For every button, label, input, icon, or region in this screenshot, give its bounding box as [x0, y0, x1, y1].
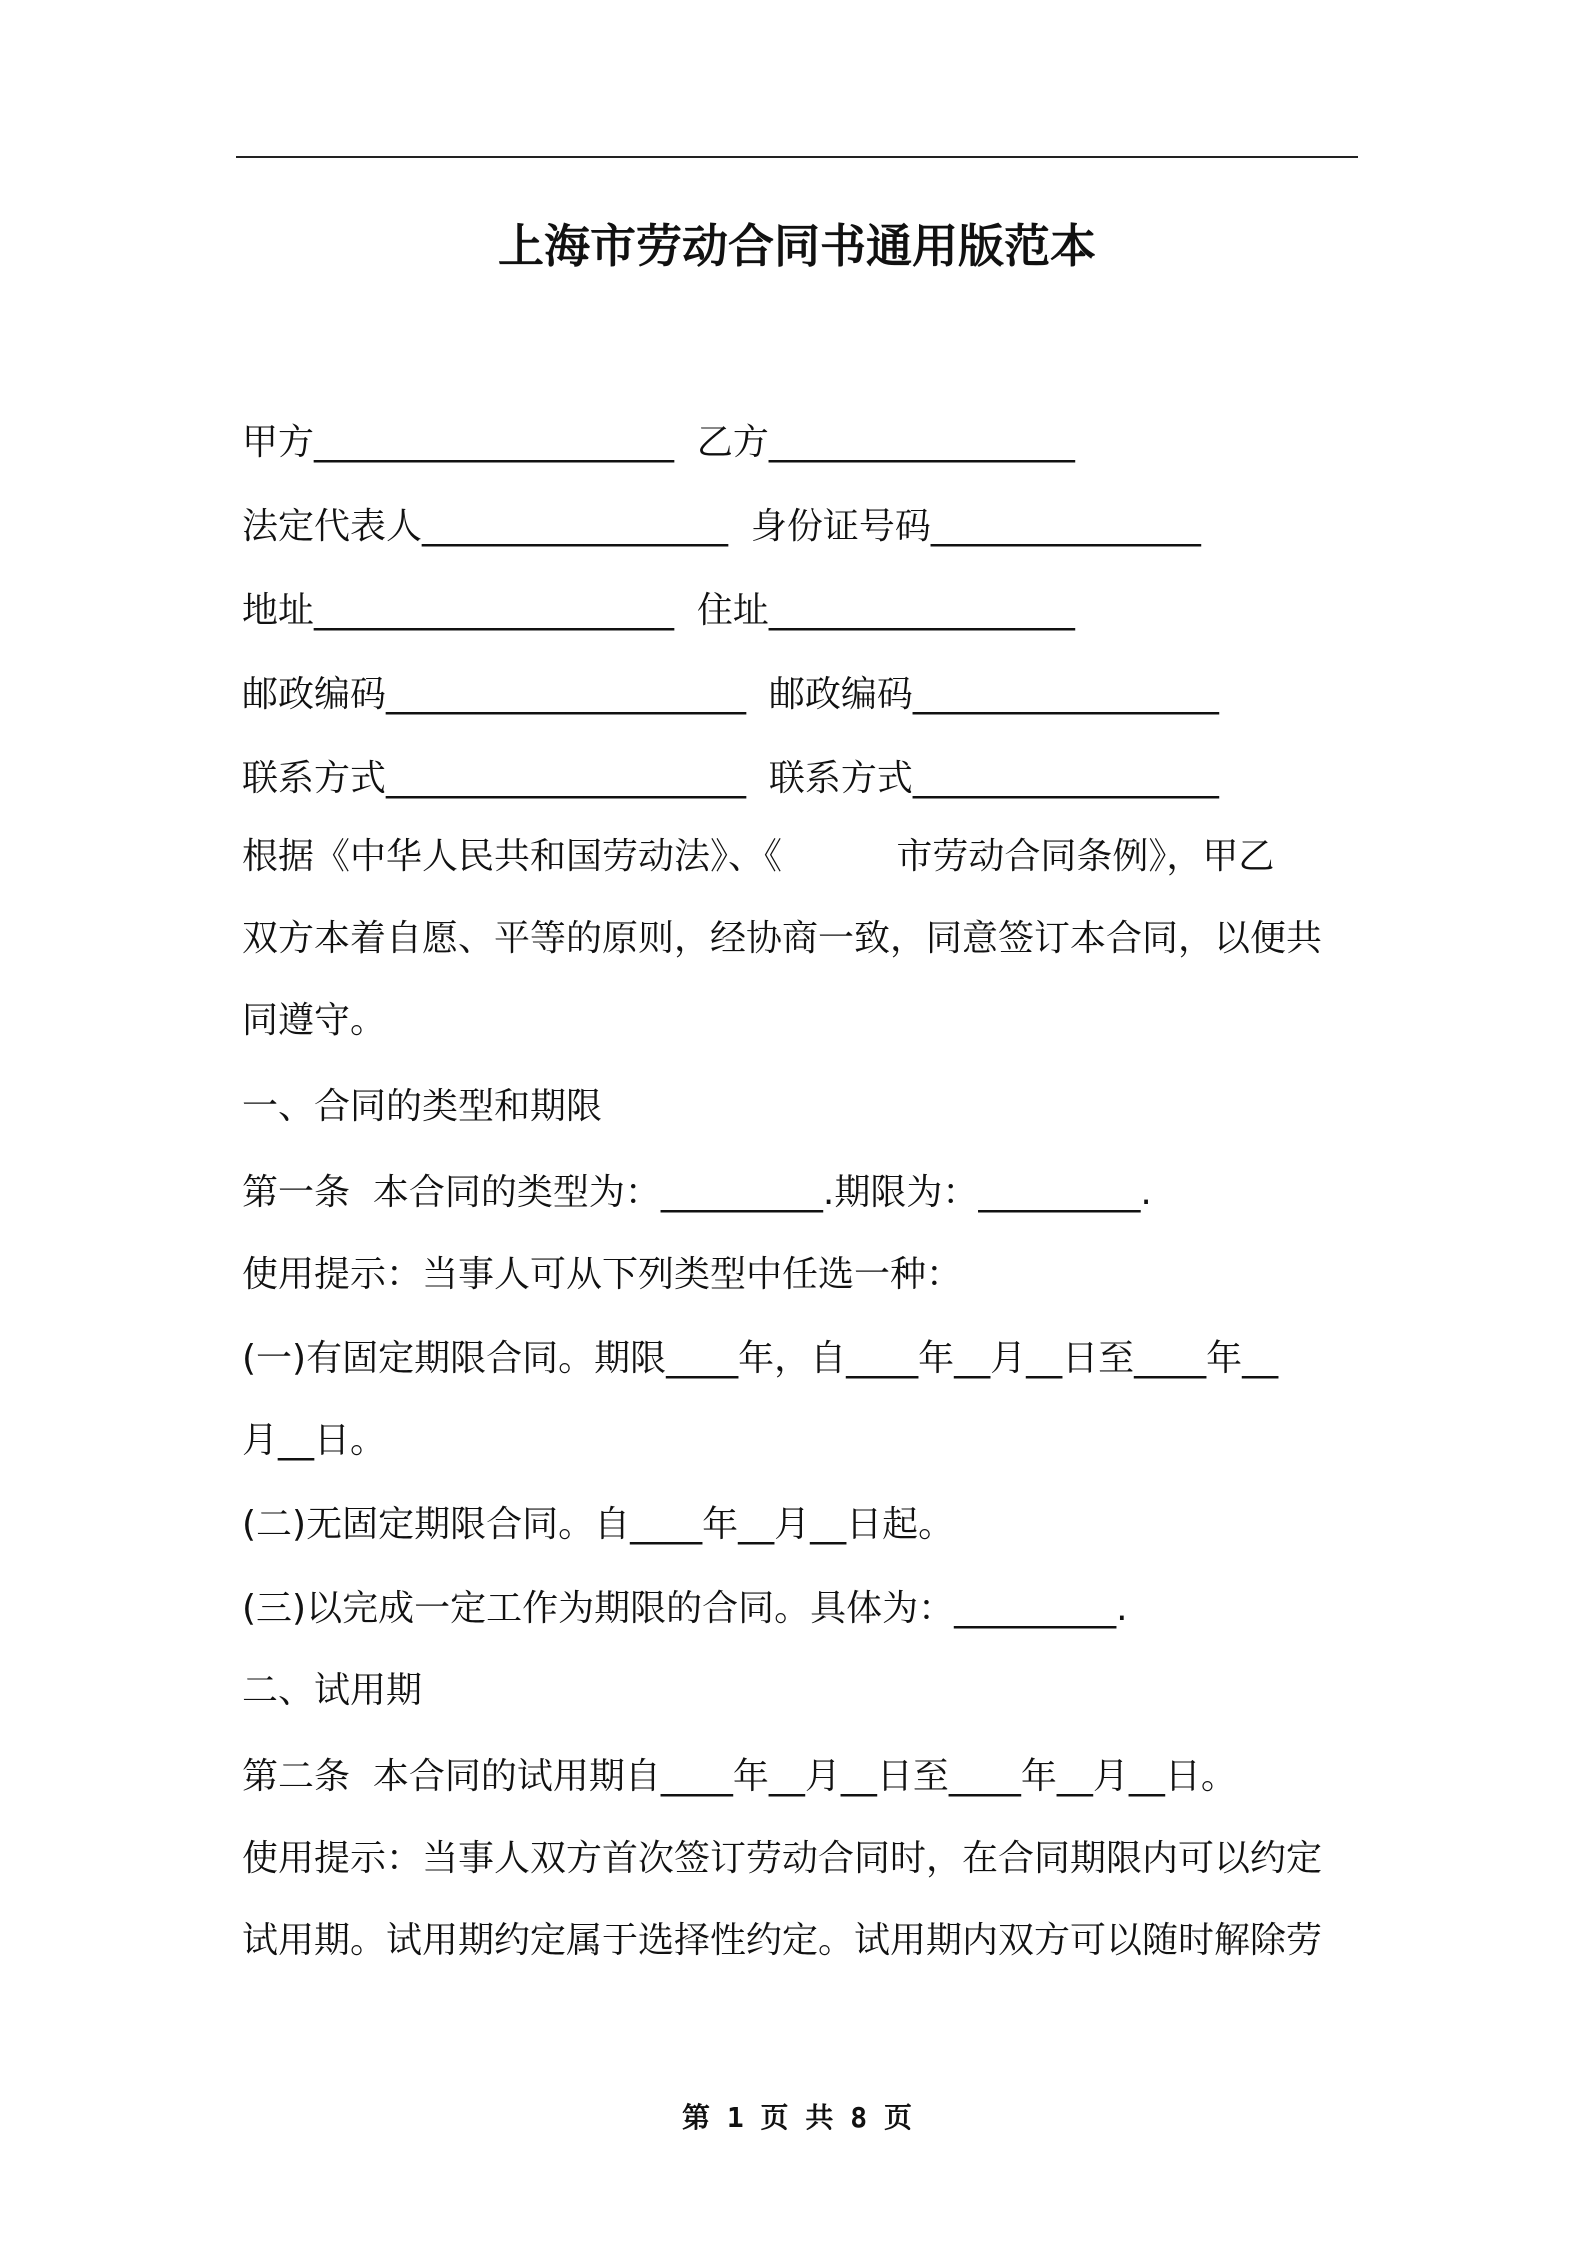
option-fixed-term: (一)有固定期限合同。期限____年，自____年__月__日至____年__	[242, 1338, 1279, 1379]
preamble-line: 双方本着自愿、平等的原则，经协商一致，同意签订本合同，以便共	[242, 918, 1323, 959]
usage-note-probation-cont: 试用期。试用期约定属于选择性约定。试用期内双方可以随时解除劳	[242, 1920, 1323, 1961]
option-fixed-term-cont: 月__日。	[242, 1420, 387, 1461]
party-line-postcode: 邮政编码____________________ 邮政编码_________________	[242, 674, 1219, 715]
article-1: 第一条 本合同的类型为：_________.期限为：_________.	[242, 1172, 1152, 1213]
document-title: 上海市劳动合同书通用版范本	[498, 219, 1096, 273]
section-heading-type-term: 一、合同的类型和期限	[242, 1086, 603, 1127]
option-task-term: (三)以完成一定工作为期限的合同。具体为：_________.	[242, 1588, 1128, 1629]
usage-note-probation: 使用提示：当事人双方首次签订劳动合同时，在合同期限内可以约定	[242, 1838, 1323, 1879]
option-open-term: (二)无固定期限合同。自____年__月__日起。	[242, 1504, 955, 1545]
section-heading-probation: 二、试用期	[242, 1670, 423, 1711]
article-2: 第二条 本合同的试用期自____年__月__日至____年__月__日。	[242, 1756, 1237, 1797]
header-rule	[236, 156, 1358, 158]
usage-note: 使用提示：当事人可从下列类型中任选一种：	[242, 1254, 963, 1295]
preamble-line: 根据《中华人民共和国劳动法》、《 市劳动合同条例》，甲乙	[242, 836, 1275, 877]
preamble-line: 同遵守。	[242, 1000, 387, 1041]
page-footer: 第 1 页 共 8 页	[681, 2101, 912, 2134]
party-line-party-a-b: 甲方____________________ 乙方_________________	[242, 422, 1075, 463]
party-line-address: 地址____________________ 住址_________________	[242, 590, 1075, 631]
party-line-contact: 联系方式____________________ 联系方式_________________	[242, 758, 1219, 799]
party-line-representative-id: 法定代表人_________________ 身份证号码_______________	[242, 506, 1201, 547]
